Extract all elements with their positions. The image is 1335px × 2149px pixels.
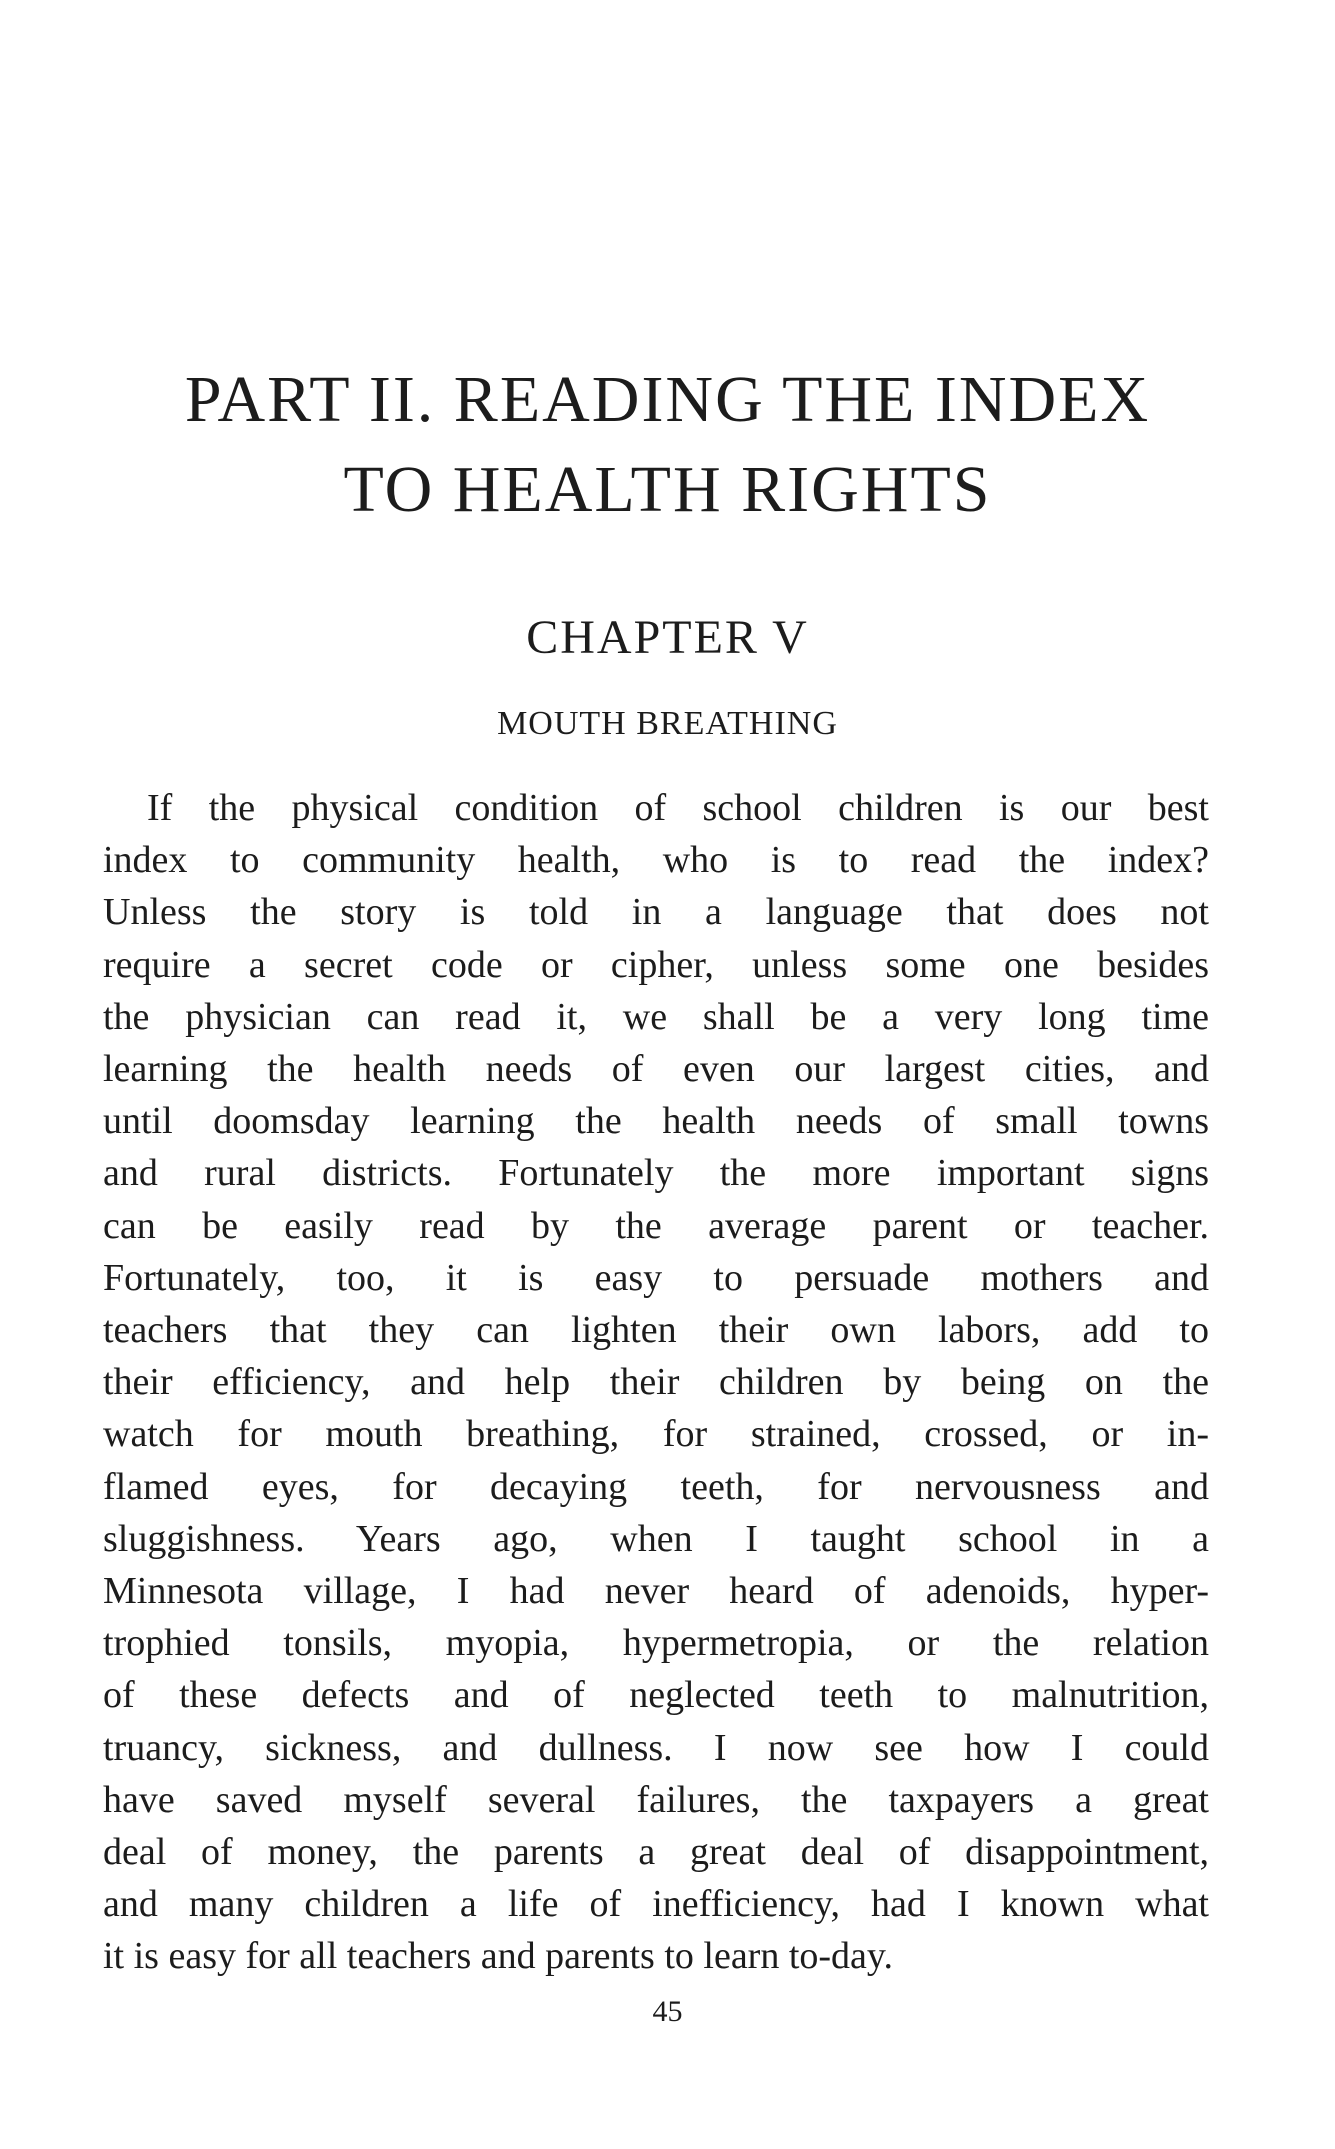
part-title bbox=[100, 355, 1235, 535]
body-line: watch for mouth breathing, for strained, crossed, or in- bbox=[103, 1413, 1209, 1456]
body-line: can be easily read by the average parent or teacher. bbox=[103, 1204, 1209, 1247]
body-line: Unless the story is told in a language that does not bbox=[103, 891, 1209, 934]
body-line: of these defects and of neglected teeth to malnutrition, bbox=[103, 1674, 1209, 1717]
body-line: trophied tonsils, myopia, hypermetropia, or the relation bbox=[103, 1622, 1209, 1665]
part-title-line-2: TO HEALTH RIGHTS bbox=[343, 453, 992, 526]
chapter-subtitle: MOUTH BREATHING bbox=[497, 705, 838, 742]
body-paragraph bbox=[103, 782, 1209, 1983]
body-line: If the physical condition of school children is our best bbox=[147, 787, 1209, 829]
body-line: their efficiency, and help their children by being on the bbox=[103, 1361, 1209, 1404]
part-title-line-1: PART II. READING THE INDEX bbox=[184, 363, 1151, 436]
body-line: teachers that they can lighten their own labors, add to bbox=[103, 1309, 1209, 1352]
body-line: Fortunately, too, it is easy to persuade mothers and bbox=[103, 1256, 1209, 1299]
body-line: truancy, sickness, and dullness. I now see how I could bbox=[103, 1726, 1209, 1769]
body-line: and rural districts. Fortunately the more important signs bbox=[103, 1152, 1209, 1195]
body-line: sluggishness. Years ago, when I taught school in a bbox=[103, 1517, 1209, 1560]
chapter-title: CHAPTER V bbox=[526, 611, 809, 664]
body-line: deal of money, the parents a great deal of disappointment, bbox=[103, 1831, 1209, 1874]
body-line: have saved myself several failures, the taxpayers a great bbox=[103, 1778, 1209, 1821]
body-line: Minnesota village, I had never heard of adenoids, hyper- bbox=[103, 1570, 1209, 1613]
body-line: it is easy for all teachers and parents to learn to-day. bbox=[103, 1935, 893, 1978]
body-line: flamed eyes, for decaying teeth, for nervousness and bbox=[103, 1465, 1209, 1508]
body-line: the physician can read it, we shall be a very long time bbox=[103, 995, 1209, 1038]
page-number: 45 bbox=[652, 1995, 683, 2028]
body-line: require a secret code or cipher, unless some one besides bbox=[103, 943, 1209, 986]
body-line: index to community health, who is to read the index? bbox=[103, 839, 1209, 882]
body-line: learning the health needs of even our largest cities, and bbox=[103, 1048, 1209, 1091]
body-line: and many children a life of inefficiency, had I known what bbox=[103, 1883, 1209, 1926]
body-line: until doomsday learning the health needs of small towns bbox=[103, 1100, 1209, 1143]
